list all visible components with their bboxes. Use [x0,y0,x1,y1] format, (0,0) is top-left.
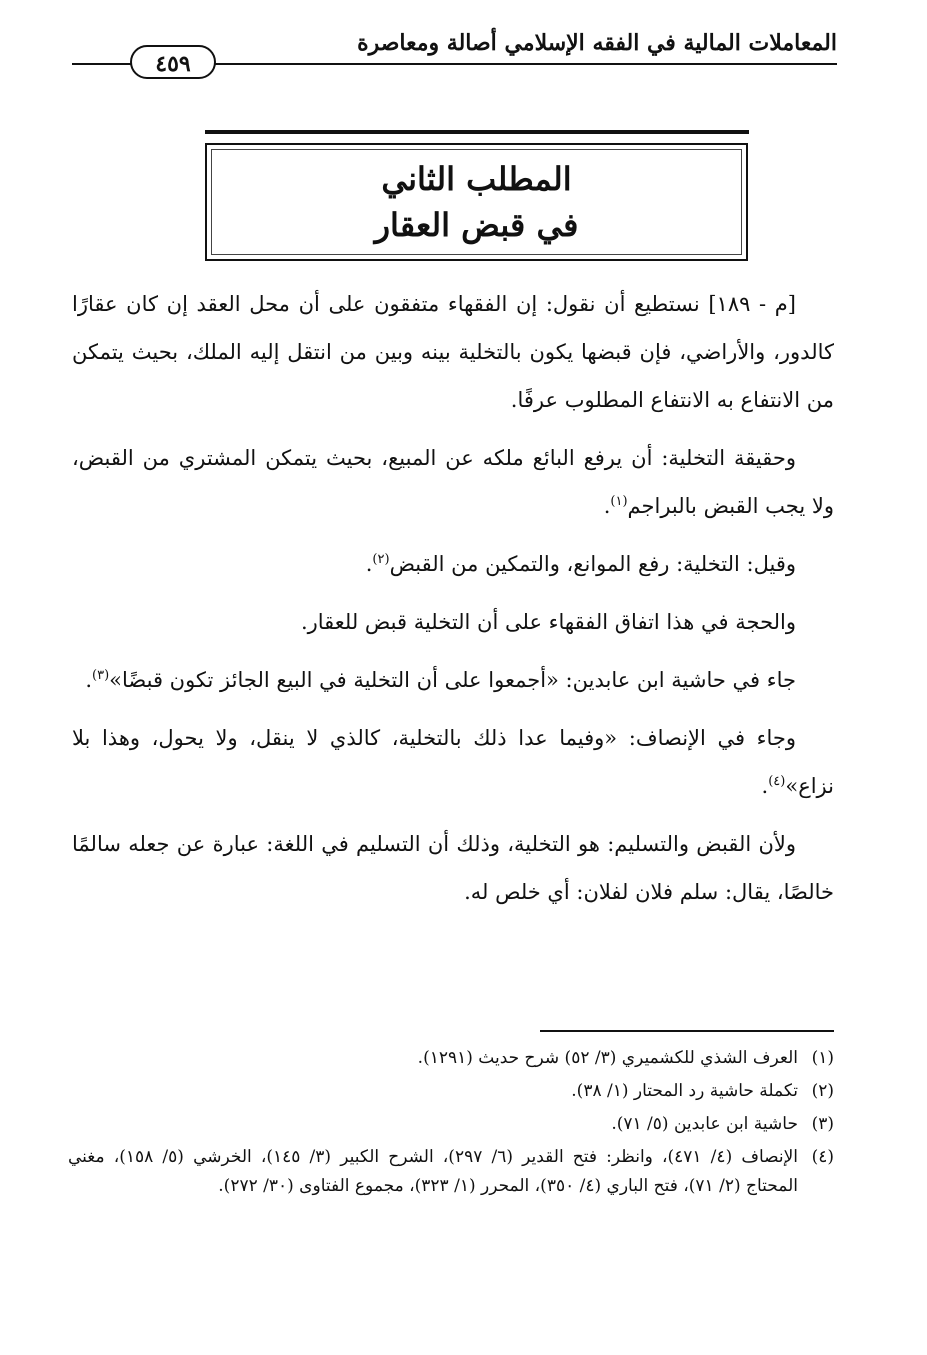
paragraph-5 [72,656,834,704]
paragraph-end: . [365,552,373,576]
footnote-ref[interactable]: (٢) [372,552,390,567]
footnote-rule [540,1030,834,1032]
footnote-number: (٤) [811,1147,834,1167]
paragraph-2 [72,434,834,530]
paragraph-text: وقيل: التخلية: رفع الموانع، والتمكين من القبض [389,552,796,576]
section-title-line2: في قبض العقار [374,206,579,244]
footnote-ref[interactable]: (١) [610,494,628,509]
paragraph-4 [72,598,834,646]
paragraph-text: وجاء في الإنصاف: «وفيما عدا ذلك بالتخلية، كالذي لا ينقل، ولا يحول، وهذا بلا نزاع» [72,726,834,798]
paragraph-3 [72,540,834,588]
footnote-4 [68,1143,834,1201]
footnote-ref[interactable]: (٣) [92,668,110,683]
title-top-rule [205,130,749,134]
footnote-text: العرف الشذي للكشميري (٣/ ٥٢) شرح حديث (١٢٩١). [417,1048,798,1068]
paragraph-end: . [85,668,93,692]
paragraph-1 [72,280,834,424]
section-title-box [205,143,748,261]
footnote-text: حاشية ابن عابدين (٥/ ٧١). [611,1114,798,1134]
body-text [72,280,834,926]
footnote-1 [68,1044,834,1073]
paragraph-text: وحقيقة التخلية: أن يرفع البائع ملكه عن المبيع، بحيث يتمكن المشتري من القبض، ولا يجب القبض بالبراجم [72,446,834,518]
paragraph-text: [م - ١٨٩] نستطيع أن نقول: إن الفقهاء متفقون على أن محل العقد إن كان عقارًا كالدور، والأراضي، فإن قبضها يكون بالتخلية بينه وبين من انتقل إليه الملك، بحيث يتمكن من الانتفاع به الانتفاع المطلوب عرفًا. [72,292,834,412]
footnote-text: تكملة حاشية رد المحتار (١/ ٣٨). [571,1081,798,1101]
footnote-number: (٢) [811,1081,834,1101]
footnote-number: (١) [811,1048,834,1068]
paragraph-text: والحجة في هذا اتفاق الفقهاء على أن التخلية قبض للعقار. [300,610,796,634]
footnote-text: الإنصاف (٤/ ٤٧١)، وانظر: فتح القدير (٦/ ٢٩٧)، الشرح الكبير (٣/ ١٤٥)، الخرشي (٥/ ١٥٨)، مغني المحتاج (٢/ ٧١)، فتح الباري (٤/ ٣٥٠)، المحرر (١/ ٣٢٣)، مجموع الفتاوى (٣٠/ ٢٧٢). [68,1147,799,1196]
footnotes [68,1044,834,1205]
section-title-line1: المطلب الثاني [381,160,572,198]
paragraph-text: جاء في حاشية ابن عابدين: «أجمعوا على أن التخلية في البيع الجائز تكون قبضًا» [109,668,796,692]
paragraph-end: . [761,774,769,798]
paragraph-6 [72,714,834,810]
paragraph-end: . [603,494,611,518]
page-number: ٤٥٩ [130,45,216,79]
footnote-ref[interactable]: (٤) [768,774,786,789]
paragraph-text: ولأن القبض والتسليم: هو التخلية، وذلك أن التسليم في اللغة: عبارة عن جعله سالمًا خالصًا، يقال: سلم فلان لفلان: أي خلص له. [72,832,834,904]
running-title: المعاملات المالية في الفقه الإسلامي أصالة ومعاصرة [357,30,837,56]
footnote-2 [68,1077,834,1106]
footnote-number: (٣) [811,1114,834,1134]
paragraph-7 [72,820,834,916]
footnote-3 [68,1110,834,1139]
